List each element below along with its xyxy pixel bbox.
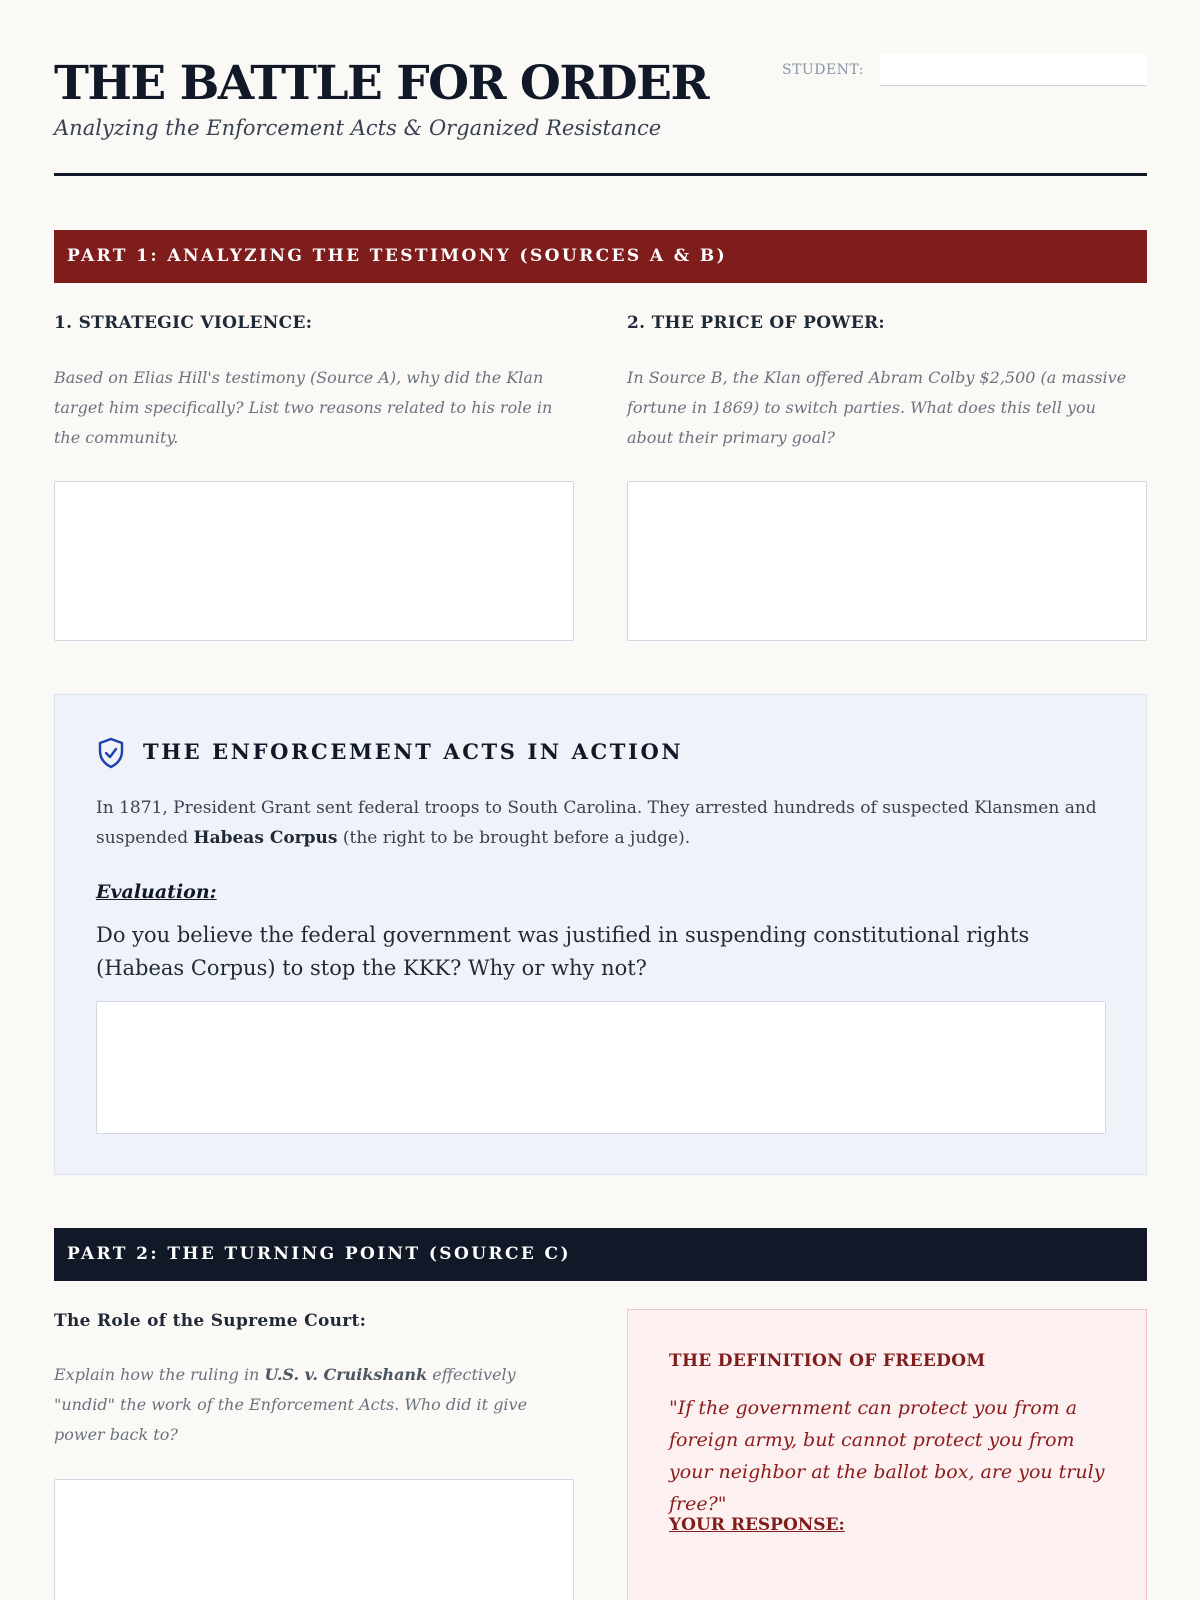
shield-check-icon <box>97 737 125 769</box>
part1-heading: PART 1: ANALYZING THE TESTIMONY (SOURCES A & B) <box>54 230 1147 283</box>
court-answer-box[interactable] <box>54 1479 574 1600</box>
part2-heading: PART 2: THE TURNING POINT (SOURCE C) <box>54 1228 1147 1281</box>
freedom-quote: "If the government can protect you from a foreign army, but cannot protect you from your neighbor at the ballot box, are you truly free?" <box>669 1397 1105 1515</box>
q1-prompt: Based on Elias Hill's testimony (Source A), why did the Klan target him specifically? List two reasons related to his role in the community. <box>54 368 553 447</box>
page-title: THE BATTLE FOR ORDER <box>54 56 709 111</box>
q1-answer-box[interactable] <box>54 481 574 641</box>
q2-answer-box[interactable] <box>627 481 1147 641</box>
q1-label: 1. STRATEGIC VIOLENCE: <box>54 313 313 333</box>
enforcement-description: In 1871, President Grant sent federal troops to South Carolina. They arrested hundreds of suspected Klansmen and suspended Habeas Corpus (the right to be brought before a judge). <box>96 798 1097 848</box>
q2-label: 2. THE PRICE OF POWER: <box>627 313 885 333</box>
your-response-label: YOUR RESPONSE: <box>669 1515 845 1535</box>
freedom-definition-panel <box>627 1309 1147 1600</box>
enforcement-acts-panel <box>54 694 1147 1175</box>
student-name-input[interactable] <box>880 54 1147 86</box>
page-subtitle: Analyzing the Enforcement Acts & Organized Resistance <box>54 116 662 140</box>
cruikshank-case: U.S. v. Cruikshank <box>264 1365 428 1384</box>
evaluation-answer-box[interactable] <box>96 1001 1106 1134</box>
court-prompt: Explain how the ruling in U.S. v. Cruikshank effectively "undid" the work of the Enforcement Acts. Who did it give power back to? <box>54 1365 528 1444</box>
freedom-title: THE DEFINITION OF FREEDOM <box>669 1351 986 1371</box>
q2-prompt: In Source B, the Klan offered Abram Colby $2,500 (a massive fortune in 1869) to switch parties. What does this tell you about their primary goal? <box>627 368 1127 447</box>
student-label: STUDENT: <box>782 62 864 78</box>
evaluation-label: Evaluation: <box>96 881 217 903</box>
habeas-corpus-term: Habeas Corpus <box>193 828 338 848</box>
evaluation-question: Do you believe the federal government was justified in suspending constitutional rights (Habeas Corpus) to stop the KKK? Why or why not? <box>96 923 1030 980</box>
court-label: The Role of the Supreme Court: <box>54 1311 367 1331</box>
header-divider <box>54 173 1147 176</box>
enforcement-title: THE ENFORCEMENT ACTS IN ACTION <box>143 739 684 764</box>
worksheet-page <box>54 0 1147 1600</box>
